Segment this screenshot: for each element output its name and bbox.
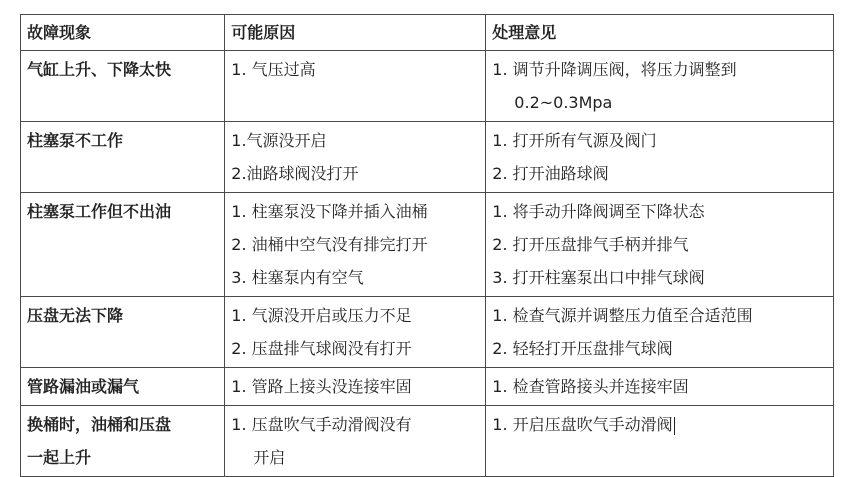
text-cursor (674, 417, 675, 435)
cause-cell (225, 406, 486, 477)
solution-text: 2. 打开油路球阀 (492, 164, 609, 183)
symptom-cell (21, 51, 225, 122)
solution-text-with-cursor[interactable] (492, 408, 827, 441)
solution-text: 2. 打开压盘排气手柄并排气 (492, 235, 689, 254)
header-solution: 处理意见 (486, 15, 834, 51)
symptom-text: 一起上升 (27, 448, 92, 467)
solution-text-continued: 0.2~0.3Mpa (514, 93, 613, 112)
troubleshooting-table-container (20, 14, 834, 477)
symptom-text: 换桶时，油桶和压盘 (27, 415, 172, 434)
symptom-cell (21, 406, 225, 477)
cause-cell (225, 368, 486, 406)
cause-text: 2.油路球阀没打开 (231, 164, 359, 183)
header-symptom: 故障现象 (21, 15, 225, 51)
solution-text: 2. 轻轻打开压盘排气球阀 (492, 339, 673, 358)
troubleshooting-table (20, 14, 834, 477)
symptom-text: 气缸上升、下降太快 (27, 60, 172, 79)
cause-cell (225, 193, 486, 297)
solution-text: 1. 检查气源并调整压力值至合适范围 (492, 306, 753, 325)
cause-text: 1. 压盘吹气手动滑阀没有 (231, 415, 412, 434)
solution-text: 1. 打开所有气源及阀门 (492, 131, 657, 150)
symptom-cell (21, 122, 225, 193)
solution-cell (486, 51, 834, 122)
solution-text: 1. 检查管路接头并连接牢固 (492, 377, 689, 396)
table-row (21, 368, 834, 406)
solution-text: 1. 开启压盘吹气手动滑阀 (492, 415, 673, 434)
solution-cell (486, 122, 834, 193)
cause-text: 1.气源没开启 (231, 131, 327, 150)
solution-cell (486, 297, 834, 368)
cause-text: 1. 气源没开启或压力不足 (231, 306, 412, 325)
cause-text: 2. 压盘排气球阀没有打开 (231, 339, 412, 358)
table-row (21, 122, 834, 193)
table-row (21, 406, 834, 477)
table-row (21, 193, 834, 297)
solution-text: 1. 将手动升降阀调至下降状态 (492, 202, 705, 221)
symptom-text: 柱塞泵不工作 (27, 131, 124, 150)
cause-text: 2. 油桶中空气没有排完打开 (231, 235, 428, 254)
cause-cell (225, 297, 486, 368)
symptom-text: 压盘无法下降 (27, 306, 124, 325)
cause-text: 1. 管路上接头没连接牢固 (231, 377, 412, 396)
solution-cell (486, 368, 834, 406)
cause-cell (225, 122, 486, 193)
cause-text: 3. 柱塞泵内有空气 (231, 268, 364, 287)
symptom-cell (21, 297, 225, 368)
cause-text: 1. 气压过高 (231, 60, 316, 79)
solution-text: 1. 调节升降调压阀，将压力调整到 (492, 60, 737, 79)
table-header-row (21, 15, 834, 51)
cause-text: 1. 柱塞泵没下降并插入油桶 (231, 202, 428, 221)
cause-text-continued: 开启 (253, 448, 286, 467)
symptom-text: 管路漏油或漏气 (27, 377, 140, 396)
cause-cell (225, 51, 486, 122)
table-row (21, 51, 834, 122)
solution-cell (486, 406, 834, 477)
symptom-text: 柱塞泵工作但不出油 (27, 202, 172, 221)
symptom-cell (21, 193, 225, 297)
header-possible-cause: 可能原因 (225, 15, 486, 51)
table-row (21, 297, 834, 368)
solution-text: 3. 打开柱塞泵出口中排气球阀 (492, 268, 705, 287)
symptom-cell (21, 368, 225, 406)
solution-cell (486, 193, 834, 297)
